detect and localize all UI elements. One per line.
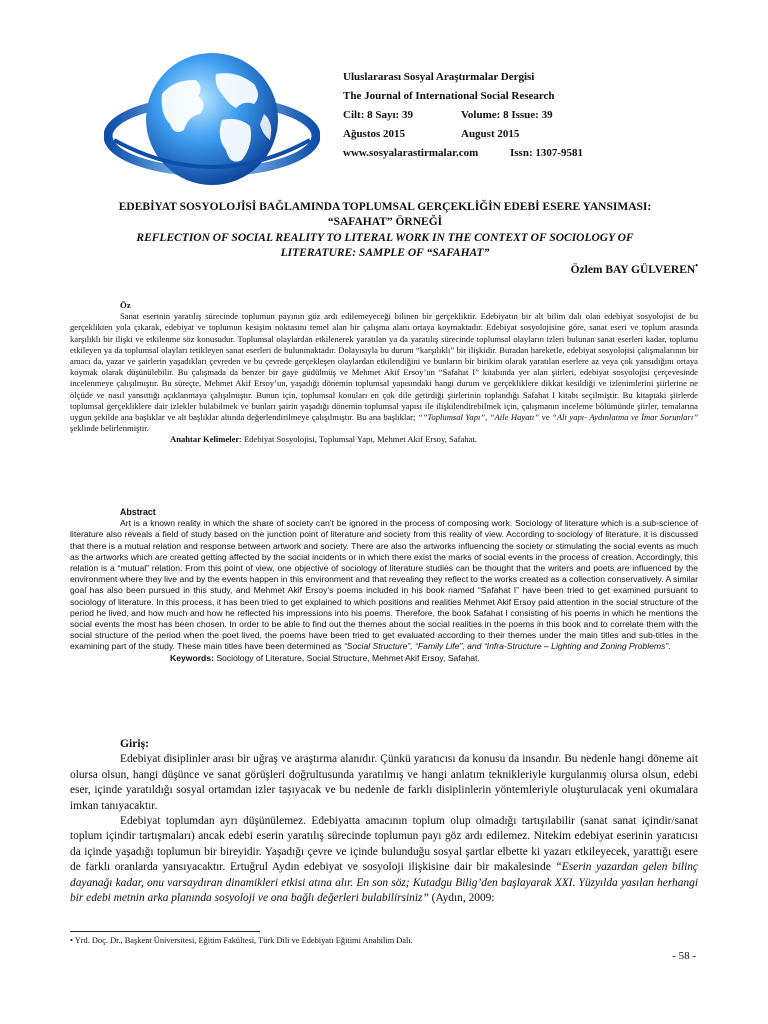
keywords-tr: : Edebiyat Sosyolojisi, Toplumsal Yapı, Mehmet Akif Ersoy, Safahat. [239,434,477,445]
abstract-en [70,507,698,664]
page-number: - 58 - [672,950,696,962]
author [571,261,698,276]
abstract-en-body: Art is a known reality in which the share of society can’t be ignored in the process of composing work. Sociology of literature which is a sub-science of literature also reveals a field of study based on the junction point of literature and society from this reality of view. According to sociology of literature, it is discussed that there is a mutual relation and response between artwork and society. There are also the artworks influencing the society or stimulating the social events as much as the artworks which are created getting affected by the social incidents or in which there exist the marks of social events in the process of creation. Accordingly, this relation is a “mutual” relation. From this point of view, one objective of sociology of literature studies can be thought that the writers and poets are influenced by the environment where they live and by the events happen in this environment and that revealing they reflect to the works created as a collection conservatively. A similar goal has also been pursued in this study, and Mehmet Akif Ersoy’s poems included in his book named “Safahat I” have been tried to get examined pursuant to sociology of literature. In this process, it has been tried to get explained to which positions and realities Mehmet Akif Ersoy paid attention in the social structure of the period he lived, and how much and how he reflected his impressions into his poems. Therefore, the book Safahat I consisting of his poems in which he mentions the social events the most has been chosen. In order to be able to find out the themes about the social realities in the poems in this book and to correlate them with the social structure of the period when the poet lived, the poems have been tried to get evaluated according to their themes under the main titles and sub-titles in the examining part of the study. These main titles have been determined as [70,518,698,652]
article-title-en [70,231,700,261]
title-tr-line1: EDEBİYAT SOSYOLOJİSİ BAĞLAMINDA TOPLUMSAL GERÇEKLİĞİN EDEBİ ESERE YANSIMASI: [118,201,652,213]
abstract-tr-body: Sanat eserinin yaratılış sürecinde toplumun payının göz ardı edilemeyeceği bilinen bir gerçekliktir. Edebiyatın bir alt bilim dalı olan edebiyat sosyolojisi de bu gerçeklikten yola çıkarak, edebiyat ve toplumun kesişim noktasını temel alan bir çalışma alanı ortaya koymaktadır. Edebiyat sosyolojisine göre, sanat eseri ve toplum arasında karşılıklı bir ilişki ve etkilenme söz konusudur. Toplumsal olaylardan etkilenerek yaratılan ya da yaratılış sürecinde toplumsal olayların izleri bulunan sanat eserleri kadar, toplumu etkileyen ya da toplumsal olayları tetikleyen sanat eserleri de bulunmaktadır. Dolayısıyla bu durum “karşılıklı” bir ilişkidir. Buradan hareketle, edebiyat sosyolojisi çalışmalarının bir amacı da, yazar ve şairlerin yaşadıkları çevreden ve bu çevrede gerçekleşen olaylardan etkilendiğini ve bunların bir birikim olarak yaratılan eserlere az veya çok yansıdığını ortaya koymak olarak düşünülebilir. Bu çalışmada da benzer bir gaye güdülmüş ve Mehmet Akif Ersoy’un “Safahat I” kitabında yer alan şiirleri, edebiyat sosyolojisi çerçevesinde incelenmeye çalışılmıştır. Bu süreçte, Mehmet Akif Ersoy’un, yaşadığı dönemin toplumsal yapısındaki hangi durum ve gerçekliklere dikkat kesildiği ve izlenimlerini şiirlerine ne ölçüde ve nasıl yansıttığı açıklanmaya çalışılmıştır. Bunun için, toplumsal konuları en çok dile getirdiği şiirlerinin toplandığı Safahat I kitabı seçilmiştir. Bu kitaptaki şiirlerde toplumsal gerçekliklere dair izlekler bulabilmek ve bunları şairin yaşadığı dönemin toplumsal yapısı ile ilişkilendirebilmek için, çalışmanın inceleme bölümünde şiirler, temalarına uygun şekilde ana başlıklar ve alt başlıklar altında değerlendirilmeye çalışılmıştır. Bu ana başlıklar; [70,311,698,423]
body-p2-end: (Aydın, 2009: [428,892,495,905]
body-paragraph-2 [70,814,698,906]
cilt-sayi: Cilt: 8 Sayı: 39 [343,109,413,121]
abstract-en-titles: “Social Structure”, “Family Life”, and “Infra-Structure – Lighting and Zoning Problems” [343,641,669,652]
globe-logo-icon [104,44,320,194]
keywords-tr-label: Anahtar Kelimeler [170,434,240,445]
article-body [70,736,698,906]
journal-masthead [343,68,584,163]
journal-title-en: The Journal of International Social Research [343,90,555,102]
title-en-line2: LITERATURE: SAMPLE OF “SAFAHAT” [280,247,490,259]
body-p2-quote: “Eserin yazardan gelen bilinç dayanağı kadar, onu varsaydıran dinamikleri etkisi atına alır. En son söz; Kutadgu Bilig’den başlayarak XXI. Yüzyılda yasılan herhangi bir edebi metnin arka planında sosyoloji ve ona bağlı değerleri bulabilirsiniz” [70,861,698,905]
journal-issn: Issn: 1307-9581 [510,147,584,159]
journal-title-tr: Uluslararası Sosyal Araştırmalar Dergisi [343,71,535,83]
article-title-tr [70,200,700,230]
title-en-line1: REFLECTION OF SOCIAL REALITY TO LITERAL WORK IN THE CONTEXT OF SOCIOLOGY OF [136,232,634,244]
footnote-divider [70,931,260,932]
author-footnote-mark[interactable]: • [695,261,698,270]
author-name: Özlem BAY GÜLVEREN [570,263,696,276]
volume-issue: Volume: 8 Issue: 39 [461,109,553,121]
section-heading-giris: Giriş: [120,737,149,750]
abstract-tr [70,300,698,446]
abstract-tr-titles2: “Alt yapı- Aydınlatma ve İmar Sorunları” [552,412,698,423]
date-en: August 2015 [461,128,520,140]
abstract-en-text [70,518,698,652]
abstract-tr-text [70,311,698,434]
abstract-tr-keywords [70,434,698,445]
body-p2-start: Edebiyat toplumdan ayrı düşünülemez. Edebiyatta amacının toplum olup olmadığı tartışılabilir (sanat sanat içindir/sanat toplum içindir tartışmaları) ancak edebi eserin yaratılış sürecinde toplumun payı göz ardı edilemez. Nitekim edebiyat eserinin yaratıcısı da içinde yaşadığı toplumun bir bireyidir. Yaşadığı çevre ve içinde bulunduğu sosyal şartlar elbette ki yazarı etkileyecek, yarattığı esere de farklı oranlarda yansıyacaktır. Ertuğrul Aydın edebiyat ve sosyoloji ilişkisine dair bir makalesinde [70,815,698,874]
keywords-en: Sociology of Literature, Social Structure, Mehmet Akif Ersoy, Safahat. [213,652,480,663]
keywords-en-label: Keywords: [170,652,214,663]
abstract-en-end: . [668,641,671,652]
footnote: • Yrd. Doç. Dr., Başkent Üniversitesi, Eğitim Fakültesi, Türk Dili ve Edebiyatı Eğitimi Anabilim Dalı. [70,936,413,945]
date-tr: Ağustos 2015 [343,128,406,140]
title-tr-line2: “SAFAHAT” ÖRNEĞİ [327,216,443,228]
journal-website[interactable]: www.sosyalarastirmalar.com [343,147,479,159]
abstract-tr-titles: “”Toplumsal Yapı”, “Aile Hayatı” [417,412,540,423]
body-paragraph-1: Edebiyat disiplinler arası bir uğraş ve araştırma alanıdır. Çünkü yaratıcısı da konusu da insandır. Bu nedenle hangi döneme ait olursa olsun, hangi düşünce ve sanat görüşleri doğrultusunda yaratılmış ve hangi anlatım teknikleriyle kurgulanmış olursa olsun, edebi eser, içinde yaratıldığı sosyal ortamdan izler taşıyacak ve bu nedenle de farklı disiplinlerin yöntemleriyle oluşturulacak yeni okumalara imkan tanıyacaktır. [70,753,698,812]
abstract-tr-end: şeklinde belirlenmiştir. [70,423,149,434]
abstract-tr-heading: Öz [120,300,131,310]
abstract-en-heading: Abstract [120,507,156,517]
abstract-en-keywords [70,653,698,664]
abstract-tr-and: ve [539,412,553,423]
